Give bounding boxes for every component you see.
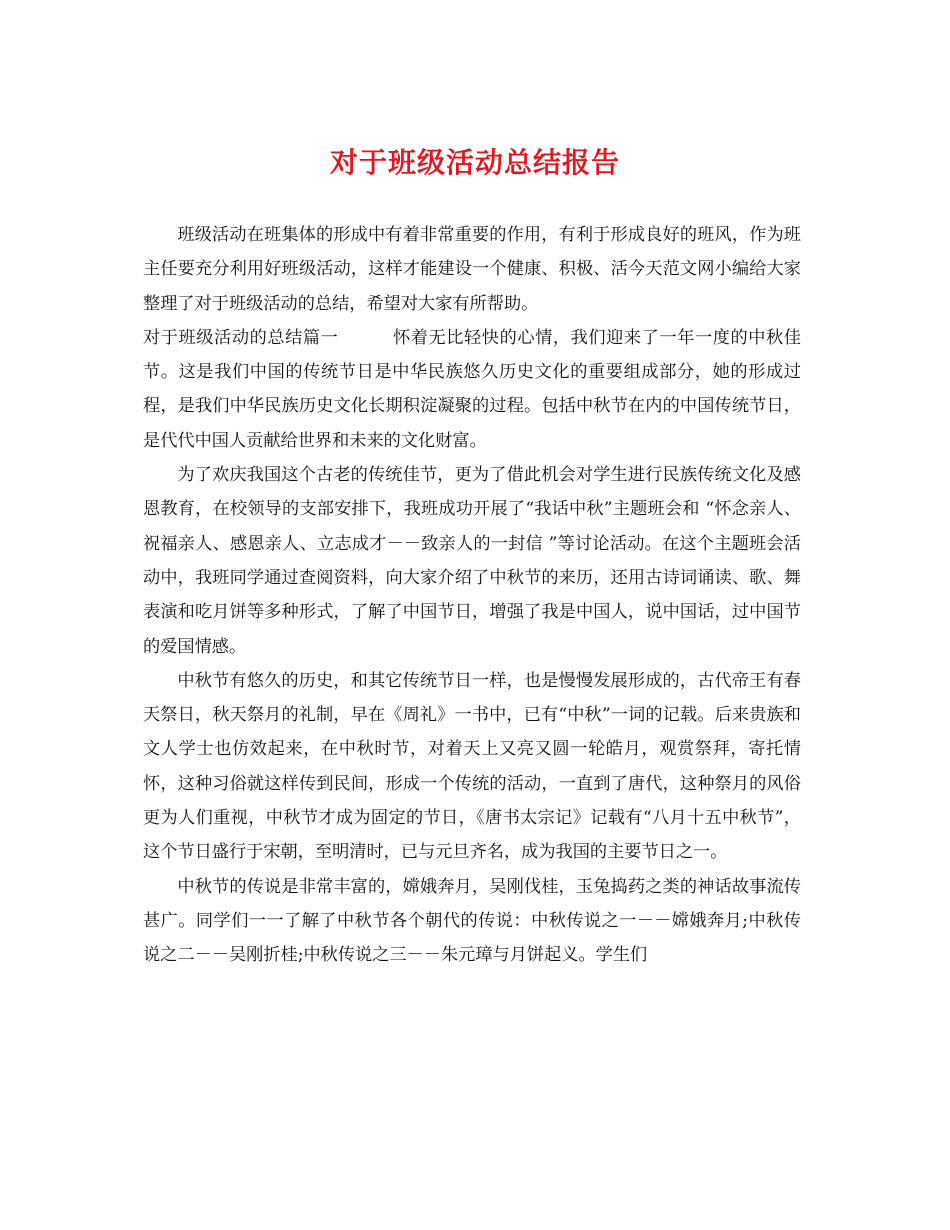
section-paragraph [143, 321, 801, 458]
body-paragraph-3: 中秋节的传说是非常丰富的，嫦娥奔月，吴刚伐桂，玉兔捣药之类的神话故事流传甚广。同学们一一了解了中秋节各个朝代的传说：中秋传说之一－－嫦娥奔月;中秋传说之二－－吴刚折桂;中秋传说之三－－朱元璋与月饼起义。学生们 [143, 876, 801, 966]
body-paragraph-2: 中秋节有悠久的历史，和其它传统节日一样，也是慢慢发展形成的，古代帝王有春天祭日，秋天祭月的礼制，早在《周礼》一书中，已有“中秋”一词的记载。后来贵族和文人学士也仿效起来，在中秋时节，对着天上又亮又圆一轮皓月，观赏祭拜，寄托情怀，这种习俗就这样传到民间，形成一个传统的活动，一直到了唐代，这种祭月的风俗更为人们重视，中秋节才成为固定的节日，《唐书太宗记》记载有“八月十五中秋节”，这个节日盛行于宋朝，至明清时，已与元旦齐名，成为我国的主要节日之一。 [143, 670, 801, 863]
section-first-text: 怀着无比轻快的心情，我们迎来了一年一度的中秋佳节。这是我们中国的传统节日是中华民族悠久历史文化的重要组成部分，她的形成过程，是我们中华民族历史文化长期积淀凝聚的过程。包括中秋节在内的中国传统节日，是代代中国人贡献给世界和未来的文化财富。 [143, 327, 801, 451]
intro-paragraph: 班级活动在班集体的形成中有着非常重要的作用，有利于形成良好的班风，作为班主任要充分利用好班级活动，这样才能建设一个健康、积极、活今天范文网小编给大家整理了对于班级活动的总结，希望对大家有所帮助。 [143, 225, 801, 314]
document-title: 对于班级活动总结报告 [329, 146, 620, 179]
document-body [143, 218, 801, 973]
body-paragraph-1: 为了欢庆我国这个古老的传统佳节，更为了借此机会对学生进行民族传统文化及感恩教育，在校领导的支部安排下，我班成功开展了“我话中秋”主题班会和 “怀念亲人、祝福亲人、感恩亲人、立志成才－－致亲人的一封信 ”等讨论活动。在这个主题班会活动中，我班同学通过查阅资料，向大家介绍了中秋节的来历，还用古诗词诵读、歌、舞表演和吃月饼等多种形式，了解了中国节日，增强了我是中国人，说中国话，过中国节的爱国情感。 [143, 465, 801, 657]
section-heading: 对于班级活动的总结篇一 [143, 327, 339, 348]
